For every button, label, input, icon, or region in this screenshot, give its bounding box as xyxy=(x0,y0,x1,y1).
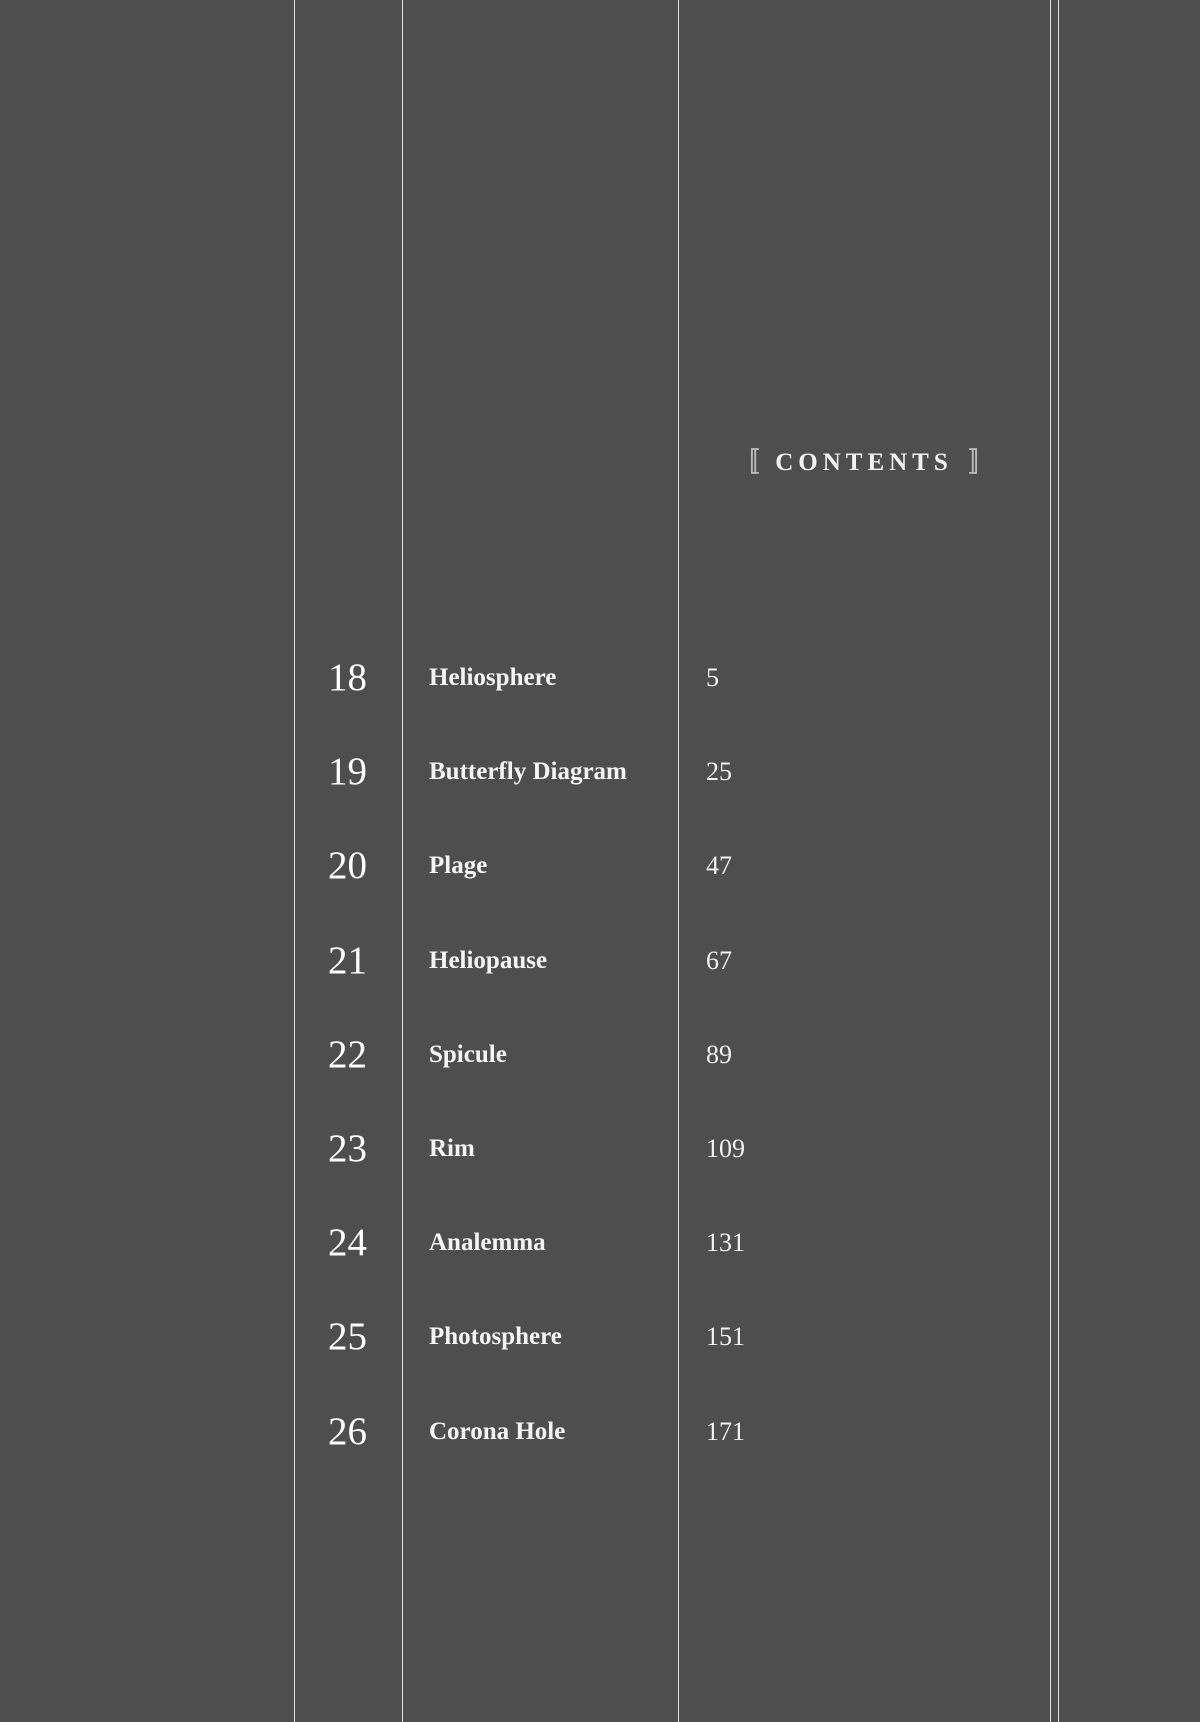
chapter-number: 20 xyxy=(328,844,367,887)
chapter-title: Plage xyxy=(429,852,488,879)
chapter-page: 171 xyxy=(706,1417,745,1446)
chapter-page: 67 xyxy=(706,946,732,975)
left-bracket-ornament: 〚 xyxy=(733,448,760,478)
chapter-title: Photosphere xyxy=(429,1323,562,1350)
chapter-title: Heliosphere xyxy=(429,664,557,691)
toc-entry[interactable] xyxy=(0,931,1200,991)
toc-entry[interactable] xyxy=(0,1119,1200,1179)
chapter-page: 89 xyxy=(706,1040,732,1069)
chapter-title: Analemma xyxy=(429,1229,546,1256)
toc-entry[interactable] xyxy=(0,1402,1200,1462)
toc-entry[interactable] xyxy=(0,1307,1200,1367)
chapter-title: Corona Hole xyxy=(429,1418,566,1445)
chapter-page: 25 xyxy=(706,757,732,786)
chapter-number: 19 xyxy=(328,750,367,793)
toc-entry[interactable] xyxy=(0,1213,1200,1273)
chapter-page: 47 xyxy=(706,851,732,880)
chapter-number: 24 xyxy=(328,1221,367,1264)
chapter-number: 18 xyxy=(328,656,367,699)
page-title: CONTENTS xyxy=(775,449,953,476)
chapter-number: 25 xyxy=(328,1315,367,1358)
chapter-number: 23 xyxy=(328,1127,367,1170)
chapter-title: Heliopause xyxy=(429,947,548,974)
toc-entry[interactable] xyxy=(0,1025,1200,1085)
toc-entry[interactable] xyxy=(0,836,1200,896)
chapter-number: 26 xyxy=(328,1410,367,1453)
right-bracket-ornament: 〛 xyxy=(968,448,995,478)
chapter-title: Butterfly Diagram xyxy=(429,758,627,785)
chapter-title: Spicule xyxy=(429,1041,507,1068)
chapter-page: 5 xyxy=(706,663,719,692)
chapter-page: 151 xyxy=(706,1322,745,1351)
chapter-number: 22 xyxy=(328,1033,367,1076)
contents-heading xyxy=(724,443,1004,483)
chapter-page: 109 xyxy=(706,1134,745,1163)
toc-entry[interactable] xyxy=(0,742,1200,802)
chapter-number: 21 xyxy=(328,939,367,982)
chapter-title: Rim xyxy=(429,1135,475,1162)
chapter-page: 131 xyxy=(706,1228,745,1257)
toc-entry[interactable] xyxy=(0,648,1200,708)
